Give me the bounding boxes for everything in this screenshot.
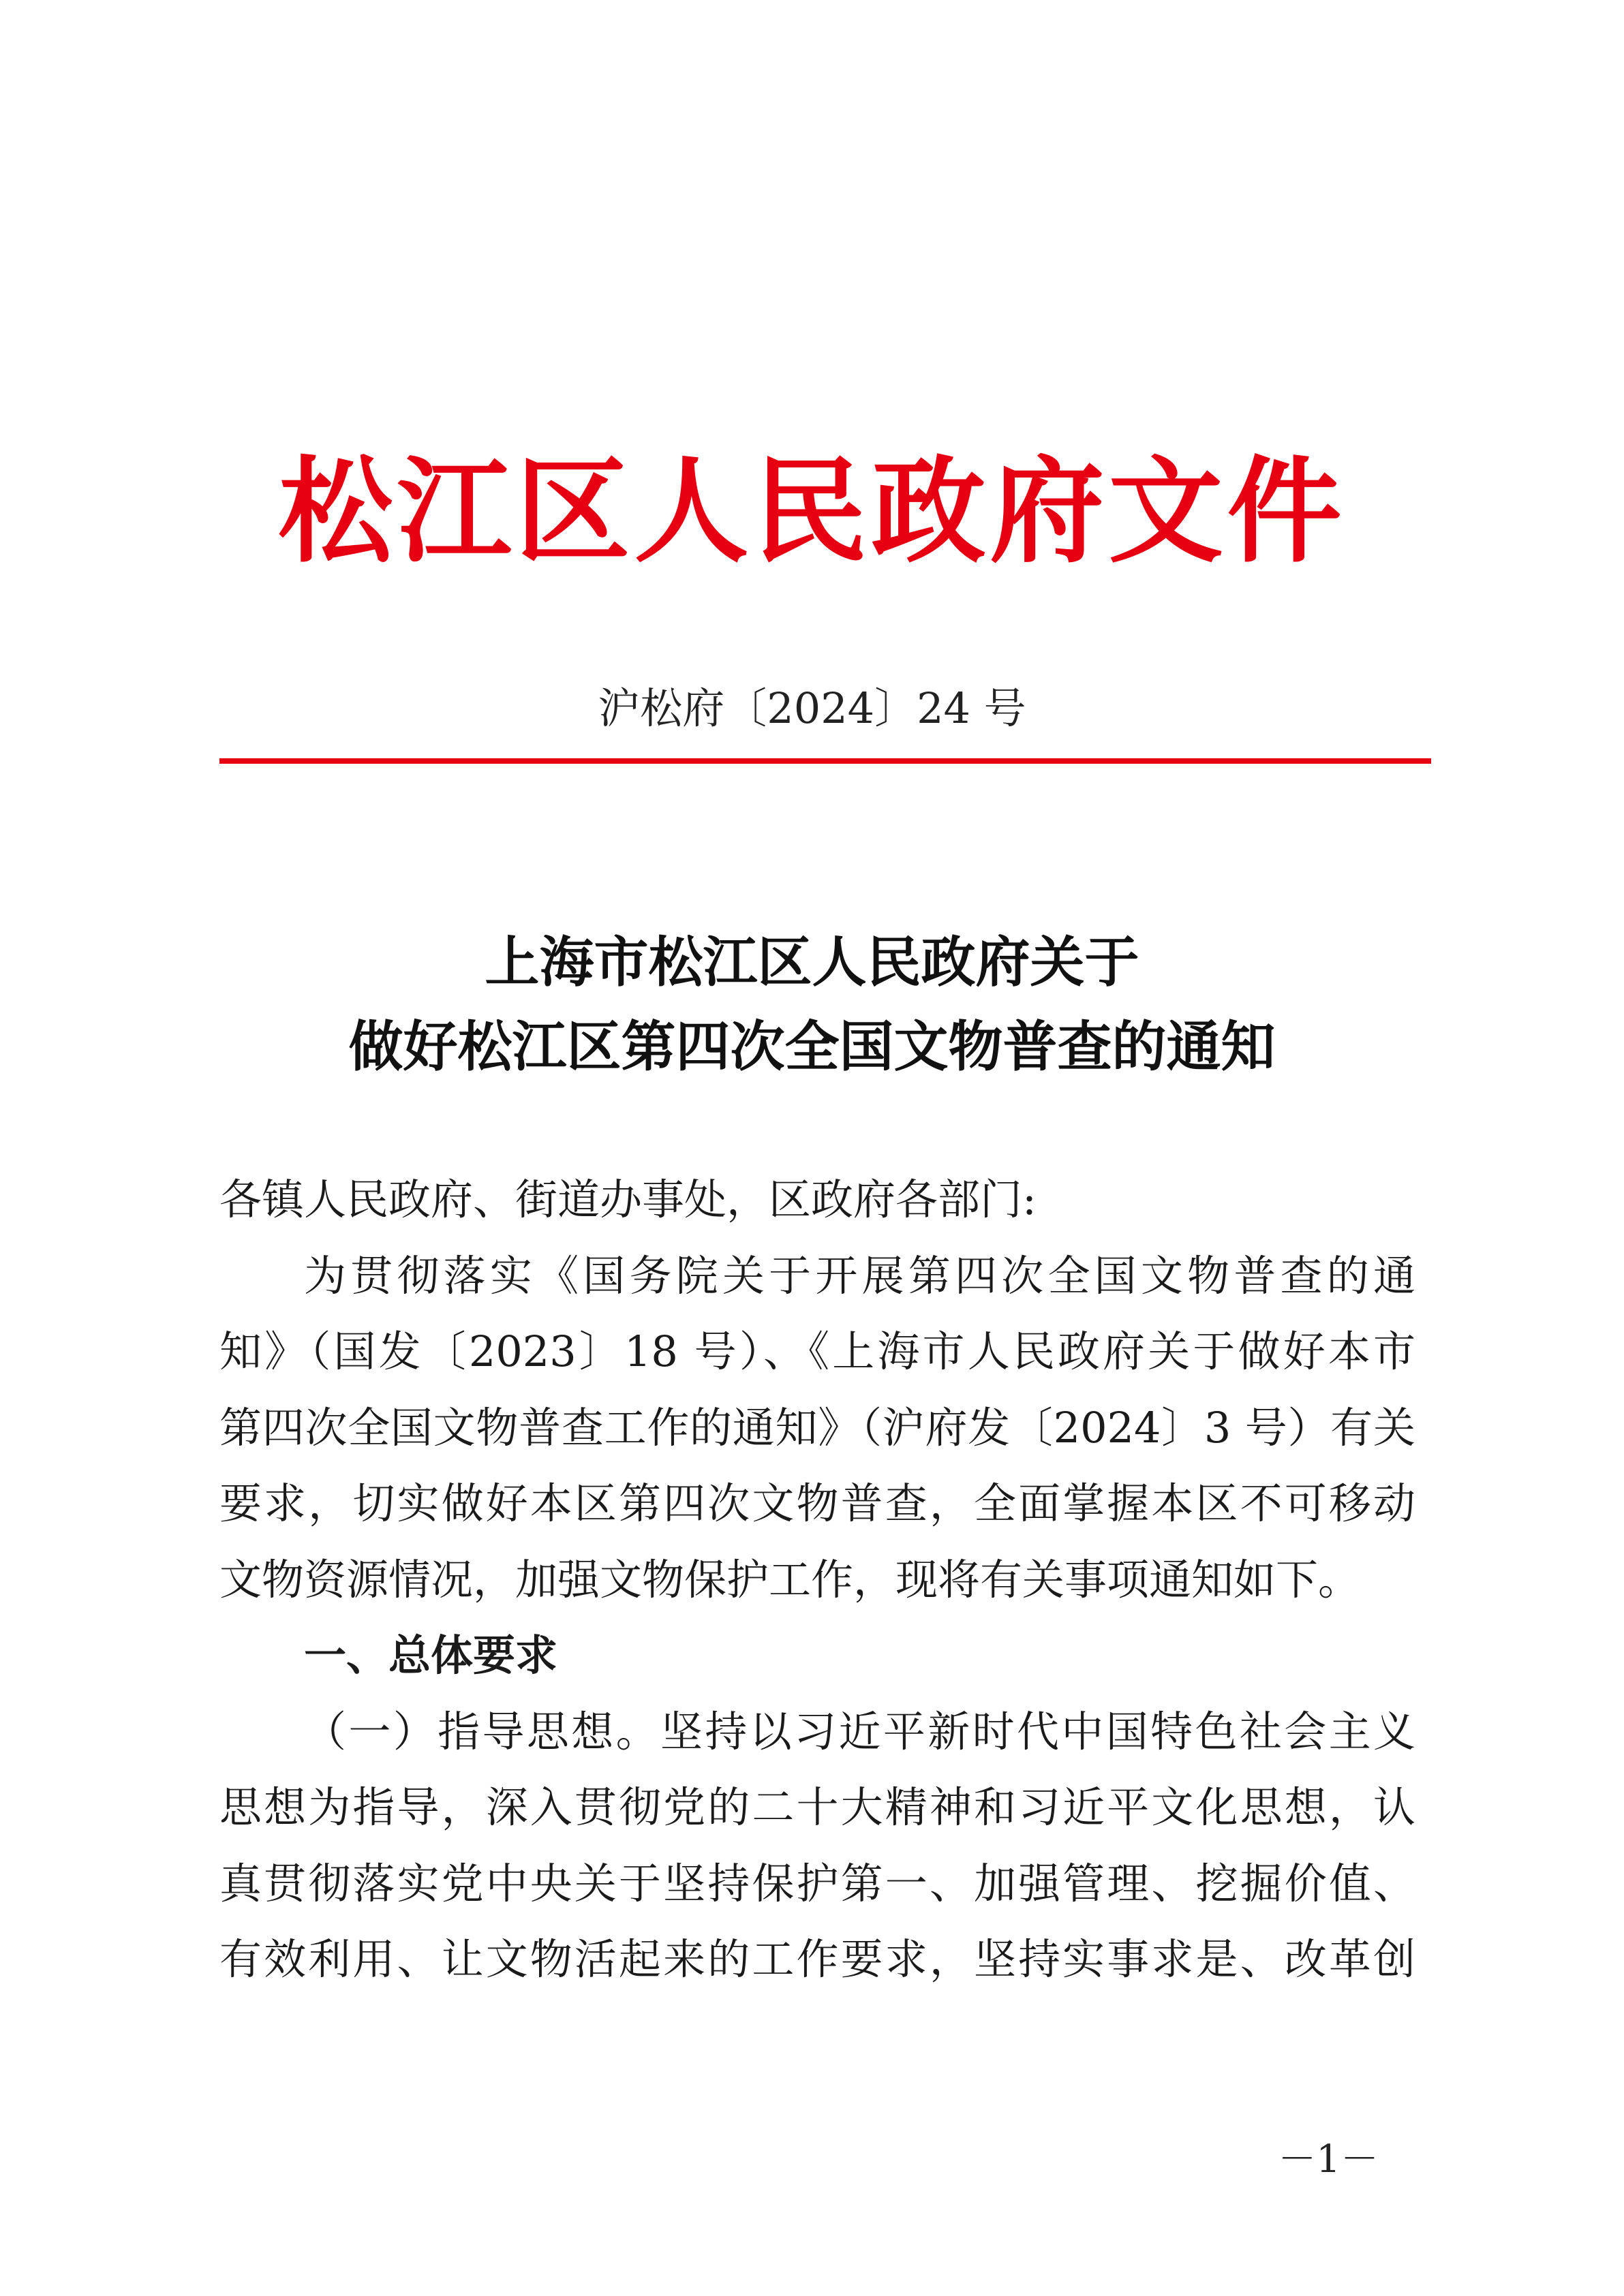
page-number: －1－ — [1278, 2137, 1379, 2182]
paragraph-1-line: 要求，切实做好本区第四次文物普查，全面掌握本区不可移动 — [219, 1478, 1415, 1528]
paragraph-2-line: 有效利用、让文物活起来的工作要求，坚持实事求是、改革创 — [219, 1934, 1415, 1984]
paragraph-1-line: 文物资源情况，加强文物保护工作，现将有关事项通知如下。 — [219, 1554, 1361, 1604]
masthead-title: 松江区人民政府文件 — [278, 444, 1346, 578]
notice-body — [219, 1162, 1415, 1998]
section-heading: 一、总体要求 — [304, 1630, 558, 1680]
notice-title — [0, 920, 1624, 1089]
paragraph-2-line: 真贯彻落实党中央关于坚持保护第一、加强管理、挖掘价值、 — [219, 1858, 1415, 1908]
addressee: 各镇人民政府、街道办事处，区政府各部门: — [219, 1175, 1037, 1224]
paragraph-1-line: 知》（国发〔2023〕18 号）、《上海市人民政府关于做好本市 — [219, 1327, 1415, 1376]
paragraph-1-line: 第四次全国文物普查工作的通知》（沪府发〔2024〕3 号）有关 — [219, 1402, 1415, 1453]
paragraph-2-line: 思想为指导，深入贯彻党的二十大精神和习近平文化思想，认 — [219, 1782, 1415, 1832]
red-separator-line — [219, 758, 1431, 764]
paragraph-2-line: （一）指导思想。坚持以习近平新时代中国特色社会主义 — [304, 1706, 1415, 1756]
notice-title-line-2: 做好松江区第四次全国文物普查的通知 — [348, 1014, 1276, 1079]
notice-title-line-1: 上海市松江区人民政府关于 — [485, 930, 1139, 994]
paragraph-1-line: 为贯彻落实《国务院关于开展第四次全国文物普查的通 — [304, 1250, 1415, 1301]
document-number: 沪松府〔2024〕24 号 — [598, 683, 1026, 733]
